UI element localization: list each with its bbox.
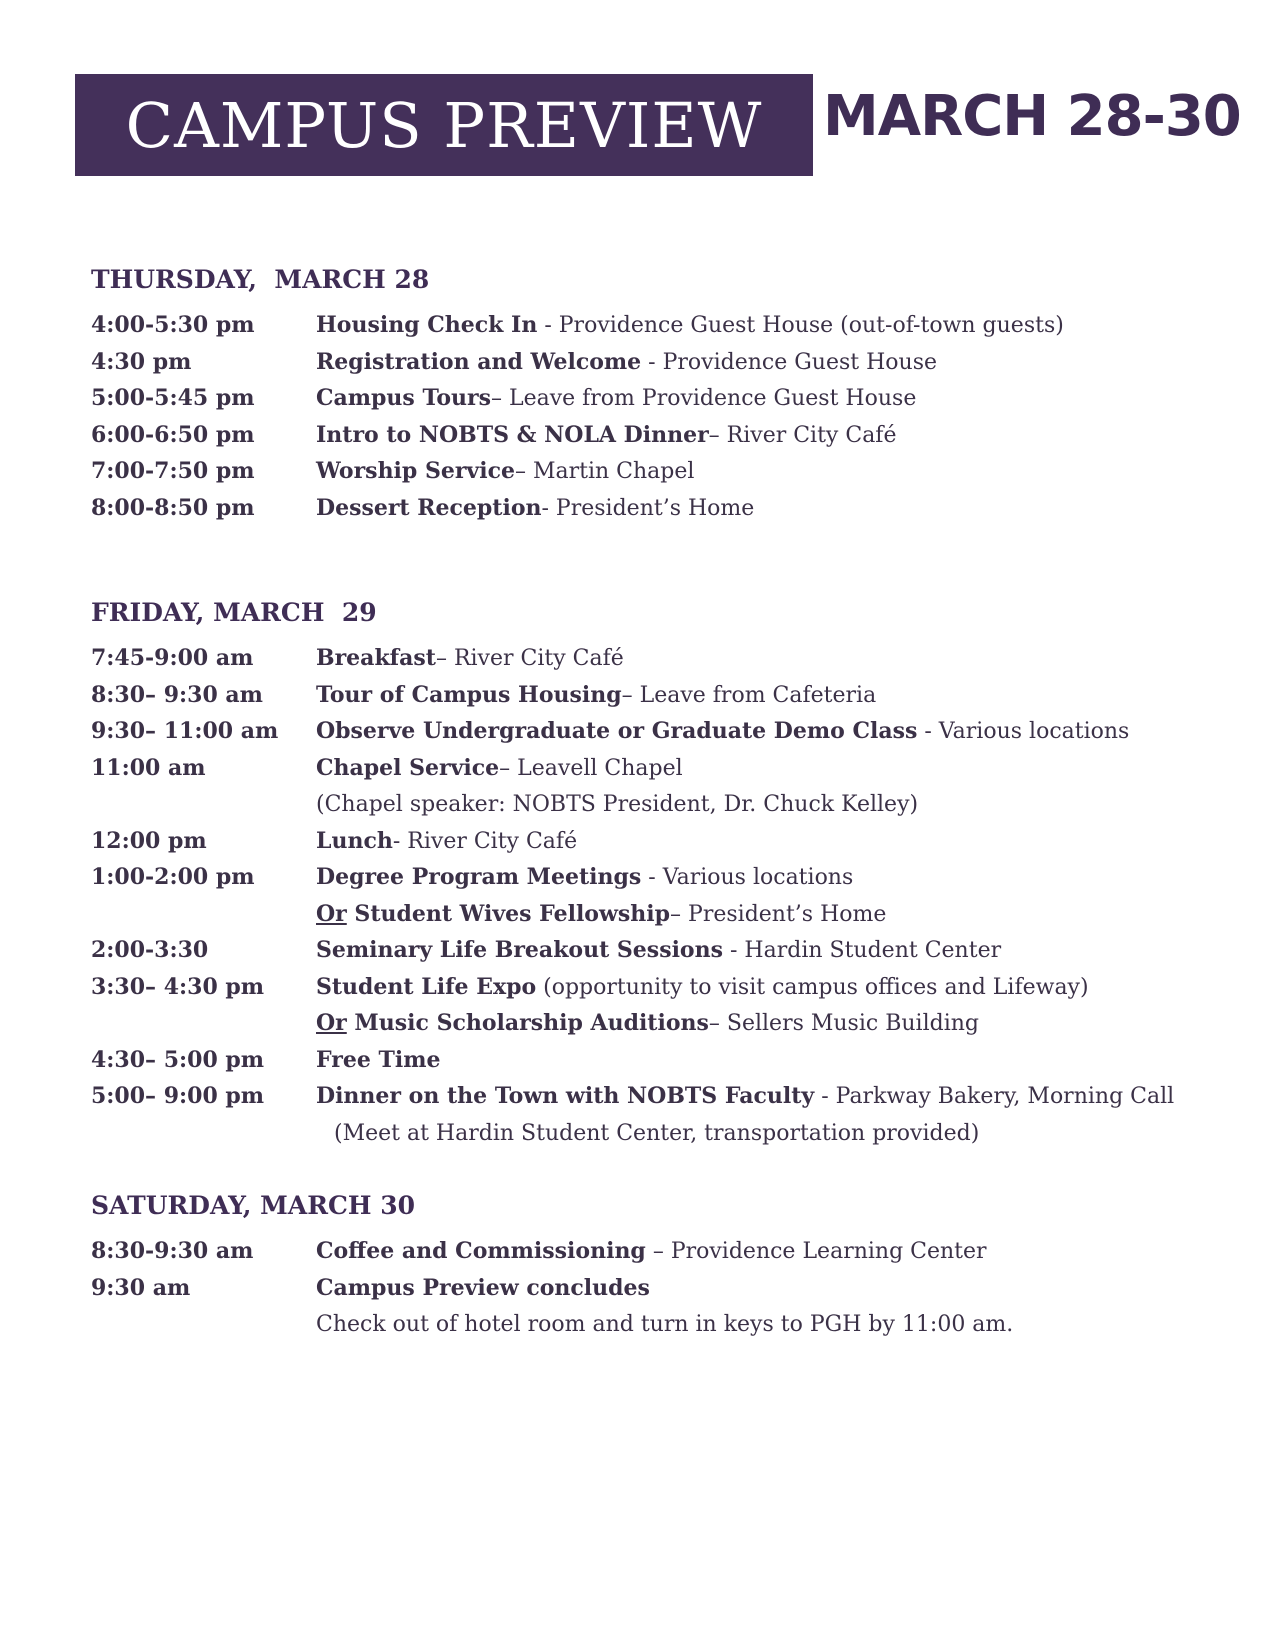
row-detail: (Chapel speaker: NOBTS President, Dr. Chuck Kelley) <box>316 792 919 817</box>
row-prefix: Or <box>316 1010 347 1036</box>
row-detail: - River City Café <box>392 828 578 854</box>
schedule-row <box>91 1115 1241 1152</box>
schedule-row <box>91 677 1241 714</box>
row-detail: – Sellers Music Building <box>708 1011 979 1036</box>
row-description <box>316 1306 1013 1343</box>
row-detail: (Meet at Hardin Student Center, transportation provided) <box>334 1120 980 1146</box>
row-event: Music Scholarship Auditions <box>346 1010 709 1036</box>
row-event: Worship Service <box>316 458 515 484</box>
row-detail: - Various locations <box>917 719 1130 744</box>
row-description <box>316 344 937 381</box>
row-description <box>316 1270 650 1307</box>
row-time: 4:00-5:30 pm <box>91 312 255 338</box>
row-event: Lunch <box>316 827 393 854</box>
row-detail: – River City Café <box>708 422 897 448</box>
schedule-row <box>91 380 1241 417</box>
schedule-row <box>91 1233 1241 1270</box>
schedule-row <box>91 640 1241 677</box>
row-description <box>316 823 577 860</box>
row-time: 9:30– 11:00 am <box>91 718 279 744</box>
row-event: Coffee and Commissioning <box>316 1238 646 1264</box>
row-description <box>316 932 1001 969</box>
row-detail: – Leavell Chapel <box>499 755 683 781</box>
schedule-row <box>91 417 1241 454</box>
row-time: 5:00-5:45 pm <box>91 385 255 411</box>
day-heading: SATURDAY, MARCH 30 <box>91 1191 415 1220</box>
schedule-row <box>91 490 1241 527</box>
day-heading: FRIDAY, MARCH 29 <box>91 598 377 627</box>
row-description <box>316 713 1129 750</box>
row-description <box>316 453 694 490</box>
row-detail: – President’s Home <box>670 901 887 927</box>
row-time: 6:00-6:50 pm <box>91 421 255 448</box>
row-description <box>316 1005 979 1042</box>
row-time <box>91 1115 316 1152</box>
day-section <box>91 263 1241 526</box>
row-detail: – Leave from Providence Guest House <box>490 386 917 411</box>
row-time: 3:30– 4:30 pm <box>91 973 265 1000</box>
schedule-row <box>91 1270 1241 1307</box>
row-event: Intro to NOBTS & NOLA Dinner <box>316 421 709 448</box>
row-time: 7:45-9:00 am <box>91 645 254 671</box>
title-banner <box>75 74 813 176</box>
row-time <box>91 786 316 823</box>
page-title: CAMPUS PREVIEW <box>125 88 763 162</box>
event-dates: MARCH 28-30 <box>823 84 1241 149</box>
row-description <box>316 380 916 417</box>
row-description <box>316 307 1064 344</box>
row-time: 9:30 am <box>91 1274 191 1301</box>
day-section <box>91 596 1241 1151</box>
row-event: Dinner on the Town with NOBTS Faculty <box>316 1083 815 1109</box>
day-section <box>91 1189 1241 1343</box>
row-event: Seminary Life Breakout Sessions <box>316 937 723 963</box>
row-time: 12:00 pm <box>91 827 207 854</box>
row-description <box>316 417 896 454</box>
row-event: Campus Preview concludes <box>316 1274 650 1301</box>
row-description <box>316 677 876 714</box>
row-detail: - Providence Guest House <box>641 349 938 375</box>
row-description <box>316 969 1089 1006</box>
schedule-row <box>91 307 1241 344</box>
row-detail: - President’s Home <box>541 495 755 521</box>
schedule-row <box>91 932 1241 969</box>
day-heading: THURSDAY, MARCH 28 <box>91 265 430 294</box>
schedule-row <box>91 969 1241 1006</box>
row-time <box>91 1005 316 1042</box>
row-description <box>316 1115 979 1152</box>
row-detail: - Various locations <box>641 865 854 890</box>
row-time: 7:00-7:50 pm <box>91 458 255 484</box>
row-description <box>316 1233 987 1270</box>
row-detail: - Providence Guest House (out-of-town guests) <box>537 313 1064 338</box>
row-detail: Check out of hotel room and turn in keys to PGH by 11:00 am. <box>316 1312 1014 1337</box>
schedule-row <box>91 823 1241 860</box>
row-event: Campus Tours <box>316 385 491 411</box>
schedule-row <box>91 713 1241 750</box>
row-description <box>316 640 624 677</box>
schedule-row <box>91 1042 1241 1079</box>
row-time: 2:00-3:30 <box>91 937 209 963</box>
row-description <box>316 1078 1174 1115</box>
schedule-row <box>91 786 1241 823</box>
schedule-row <box>91 453 1241 490</box>
row-event: Breakfast <box>316 645 436 671</box>
row-time: 4:30– 5:00 pm <box>91 1046 265 1073</box>
row-event: Tour of Campus Housing <box>316 681 622 708</box>
row-description <box>316 750 683 787</box>
row-description <box>316 859 853 896</box>
row-event: Student Life Expo <box>316 973 537 1000</box>
schedule-row <box>91 896 1241 933</box>
row-time: 4:30 pm <box>91 348 192 375</box>
row-event: Observe Undergraduate or Graduate Demo Class <box>316 718 918 744</box>
row-time: 11:00 am <box>91 754 206 781</box>
row-event: Dessert Reception <box>316 494 542 521</box>
row-event: Chapel Service <box>316 754 500 781</box>
row-time <box>91 896 316 933</box>
row-detail: – River City Café <box>435 646 624 671</box>
row-event: Free Time <box>316 1046 441 1073</box>
schedule-row <box>91 1005 1241 1042</box>
row-time: 8:30– 9:30 am <box>91 681 263 708</box>
row-time <box>91 1306 316 1343</box>
row-time: 8:00-8:50 pm <box>91 494 255 521</box>
row-event: Degree Program Meetings <box>316 864 642 890</box>
row-prefix: Or <box>316 900 347 927</box>
row-detail: (opportunity to visit campus offices and Lifeway) <box>536 974 1089 1000</box>
row-description <box>316 786 918 823</box>
schedule-row <box>91 1306 1241 1343</box>
row-detail: – Leave from Cafeteria <box>621 682 877 708</box>
row-detail: - Parkway Bakery, Morning Call <box>814 1084 1175 1109</box>
row-event: Student Wives Fellowship <box>346 900 671 927</box>
schedule-row <box>91 859 1241 896</box>
schedule-row <box>91 344 1241 381</box>
schedule-row <box>91 750 1241 787</box>
row-detail: – Providence Learning Center <box>645 1239 987 1264</box>
row-description <box>316 896 886 933</box>
schedule-row <box>91 1078 1241 1115</box>
row-event: Registration and Welcome <box>316 348 642 375</box>
row-event: Housing Check In <box>316 312 538 338</box>
row-time: 1:00-2:00 pm <box>91 864 255 890</box>
row-time: 5:00– 9:00 pm <box>91 1083 265 1109</box>
row-time: 8:30-9:30 am <box>91 1238 254 1264</box>
row-detail: - Hardin Student Center <box>723 938 1002 963</box>
row-detail: – Martin Chapel <box>514 459 695 484</box>
row-description <box>316 1042 440 1079</box>
row-description <box>316 490 754 527</box>
